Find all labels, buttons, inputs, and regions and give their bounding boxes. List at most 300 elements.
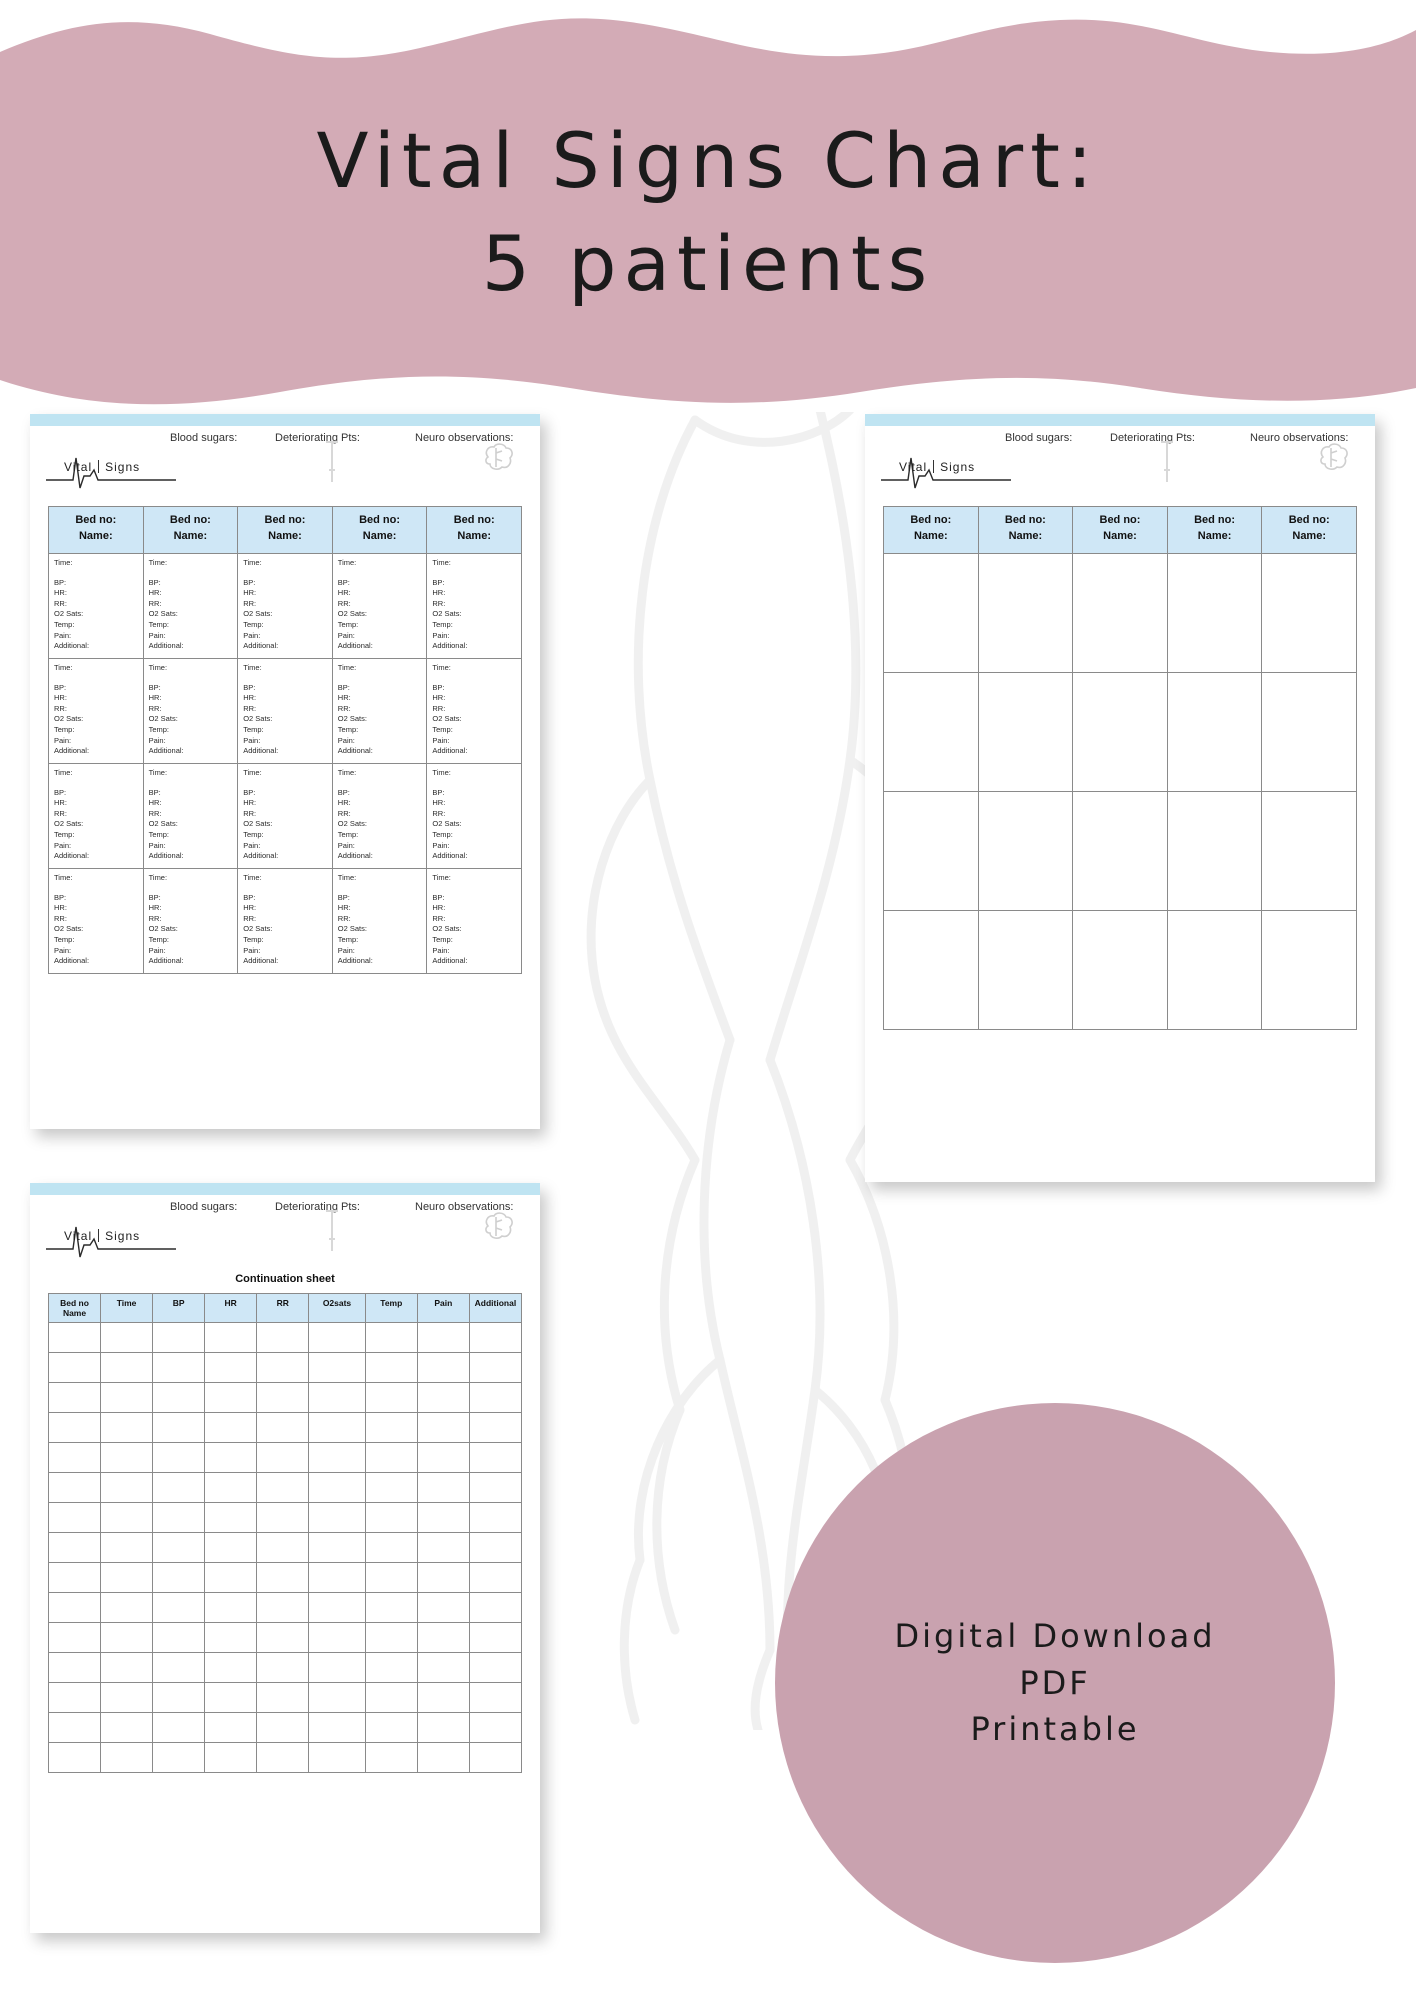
field-hr[interactable]: HR:	[148, 693, 162, 703]
field-bp[interactable]: BP:	[337, 577, 350, 587]
observation-cell[interactable]	[427, 763, 522, 868]
col-header-pain[interactable]: Pain	[417, 1294, 469, 1323]
continuation-cell[interactable]	[469, 1383, 521, 1413]
continuation-cell[interactable]	[49, 1533, 101, 1563]
continuation-cell[interactable]	[417, 1503, 469, 1533]
continuation-cell[interactable]	[417, 1593, 469, 1623]
field-rr[interactable]: RR:	[432, 913, 446, 923]
col-header-time[interactable]: Time	[101, 1294, 153, 1323]
field-bp[interactable]: BP:	[54, 892, 67, 902]
continuation-table[interactable]	[48, 1293, 522, 1773]
continuation-cell[interactable]	[309, 1653, 366, 1683]
field-hr[interactable]: HR:	[148, 903, 162, 913]
continuation-cell[interactable]	[101, 1713, 153, 1743]
field-o2sats[interactable]: O2 Sats:	[54, 609, 84, 619]
field-additional[interactable]: Additional:	[54, 746, 90, 756]
field-bp[interactable]: BP:	[432, 892, 445, 902]
field-hr[interactable]: HR:	[148, 798, 162, 808]
continuation-cell[interactable]	[205, 1353, 257, 1383]
continuation-cell[interactable]	[153, 1443, 205, 1473]
continuation-cell[interactable]	[309, 1323, 366, 1353]
continuation-cell[interactable]	[365, 1323, 417, 1353]
field-bp[interactable]: BP:	[54, 577, 67, 587]
continuation-cell[interactable]	[101, 1623, 153, 1653]
field-rr[interactable]: RR:	[337, 808, 351, 818]
continuation-cell[interactable]	[365, 1443, 417, 1473]
continuation-cell[interactable]	[49, 1443, 101, 1473]
field-o2sats[interactable]: O2 Sats:	[243, 609, 273, 619]
blank-observation-cell[interactable]	[1262, 791, 1357, 910]
col-header-bed-name[interactable]	[49, 1294, 101, 1323]
field-hr[interactable]: HR:	[432, 903, 446, 913]
field-o2sats[interactable]: O2 Sats:	[432, 924, 462, 934]
field-pain[interactable]: Pain:	[337, 735, 355, 745]
continuation-cell[interactable]	[257, 1503, 309, 1533]
continuation-cell[interactable]	[101, 1593, 153, 1623]
field-additional[interactable]: Additional:	[148, 641, 184, 651]
field-temp[interactable]: Temp:	[148, 935, 170, 945]
continuation-cell[interactable]	[205, 1623, 257, 1653]
col-header-o2sats[interactable]: O2sats	[309, 1294, 366, 1323]
field-hr[interactable]: HR:	[337, 798, 351, 808]
field-time[interactable]: Time:	[432, 767, 451, 777]
field-time[interactable]: Time:	[243, 662, 262, 672]
continuation-cell[interactable]	[101, 1353, 153, 1383]
continuation-cell[interactable]	[365, 1473, 417, 1503]
field-hr[interactable]: HR:	[337, 588, 351, 598]
observation-cell[interactable]	[427, 553, 522, 658]
field-rr[interactable]: RR:	[54, 598, 67, 608]
field-additional[interactable]: Additional:	[54, 956, 90, 966]
continuation-cell[interactable]	[469, 1623, 521, 1653]
field-o2sats[interactable]: O2 Sats:	[54, 819, 84, 829]
field-rr[interactable]: RR:	[337, 913, 351, 923]
field-bp[interactable]: BP:	[148, 787, 161, 797]
continuation-cell[interactable]	[153, 1473, 205, 1503]
continuation-cell[interactable]	[417, 1353, 469, 1383]
continuation-cell[interactable]	[365, 1383, 417, 1413]
continuation-cell[interactable]	[309, 1443, 366, 1473]
observation-cell[interactable]	[238, 868, 333, 973]
continuation-cell[interactable]	[309, 1563, 366, 1593]
field-bp[interactable]: BP:	[337, 787, 350, 797]
continuation-cell[interactable]	[101, 1533, 153, 1563]
continuation-cell[interactable]	[469, 1353, 521, 1383]
continuation-cell[interactable]	[365, 1413, 417, 1443]
patient-column-header[interactable]	[143, 507, 238, 554]
field-temp[interactable]: Temp:	[54, 830, 75, 840]
field-time[interactable]: Time:	[337, 872, 357, 882]
field-time[interactable]: Time:	[148, 872, 168, 882]
continuation-cell[interactable]	[205, 1413, 257, 1443]
blank-observation-cell[interactable]	[1073, 791, 1168, 910]
continuation-cell[interactable]	[49, 1653, 101, 1683]
field-pain[interactable]: Pain:	[54, 630, 72, 640]
blank-observation-cell[interactable]	[1167, 672, 1262, 791]
continuation-cell[interactable]	[417, 1533, 469, 1563]
field-rr[interactable]: RR:	[54, 808, 67, 818]
field-additional[interactable]: Additional:	[432, 956, 468, 966]
continuation-cell[interactable]	[49, 1683, 101, 1713]
field-rr[interactable]: RR:	[148, 703, 162, 713]
field-bp[interactable]: BP:	[432, 682, 445, 692]
observation-cell[interactable]	[332, 763, 427, 868]
field-rr[interactable]: RR:	[432, 703, 446, 713]
continuation-cell[interactable]	[153, 1353, 205, 1383]
continuation-cell[interactable]	[257, 1383, 309, 1413]
continuation-cell[interactable]	[205, 1653, 257, 1683]
field-o2sats[interactable]: O2 Sats:	[337, 819, 367, 829]
field-hr[interactable]: HR:	[243, 798, 257, 808]
continuation-cell[interactable]	[309, 1353, 366, 1383]
patient-column-header[interactable]	[978, 507, 1073, 554]
field-hr[interactable]: HR:	[432, 588, 446, 598]
field-time[interactable]: Time:	[432, 662, 451, 672]
patient-column-header[interactable]	[238, 507, 333, 554]
blank-observation-cell[interactable]	[978, 553, 1073, 672]
field-bp[interactable]: BP:	[243, 682, 256, 692]
field-bp[interactable]: BP:	[337, 892, 350, 902]
field-temp[interactable]: Temp:	[432, 725, 453, 735]
field-time[interactable]: Time:	[243, 557, 262, 567]
field-temp[interactable]: Temp:	[243, 725, 264, 735]
continuation-cell[interactable]	[257, 1353, 309, 1383]
continuation-cell[interactable]	[309, 1593, 366, 1623]
continuation-cell[interactable]	[49, 1503, 101, 1533]
continuation-cell[interactable]	[365, 1593, 417, 1623]
field-pain[interactable]: Pain:	[243, 735, 261, 745]
continuation-cell[interactable]	[309, 1533, 366, 1563]
observation-cell[interactable]	[238, 763, 333, 868]
continuation-cell[interactable]	[417, 1653, 469, 1683]
continuation-cell[interactable]	[469, 1473, 521, 1503]
observation-cell[interactable]	[49, 553, 144, 658]
continuation-cell[interactable]	[49, 1593, 101, 1623]
blank-observation-cell[interactable]	[884, 910, 979, 1029]
continuation-cell[interactable]	[309, 1383, 366, 1413]
continuation-cell[interactable]	[257, 1563, 309, 1593]
observation-cell[interactable]	[143, 553, 238, 658]
blank-observation-cell[interactable]	[884, 791, 979, 910]
blank-observation-cell[interactable]	[884, 553, 979, 672]
field-time[interactable]: Time:	[148, 767, 168, 777]
field-additional[interactable]: Additional:	[243, 641, 279, 651]
patient-column-header[interactable]	[427, 507, 522, 554]
field-bp[interactable]: BP:	[148, 892, 161, 902]
field-rr[interactable]: RR:	[148, 808, 162, 818]
continuation-cell[interactable]	[153, 1713, 205, 1743]
continuation-cell[interactable]	[205, 1713, 257, 1743]
col-header-bp[interactable]: BP	[153, 1294, 205, 1323]
field-bp[interactable]: BP:	[243, 577, 256, 587]
continuation-cell[interactable]	[101, 1563, 153, 1593]
observation-cell[interactable]	[332, 868, 427, 973]
blank-observation-cell[interactable]	[1073, 553, 1168, 672]
continuation-cell[interactable]	[257, 1593, 309, 1623]
field-temp[interactable]: Temp:	[337, 935, 359, 945]
continuation-cell[interactable]	[469, 1413, 521, 1443]
field-rr[interactable]: RR:	[148, 913, 162, 923]
continuation-cell[interactable]	[417, 1473, 469, 1503]
blank-observation-cell[interactable]	[978, 791, 1073, 910]
field-time[interactable]: Time:	[243, 872, 262, 882]
blank-observation-cell[interactable]	[1262, 553, 1357, 672]
blank-observation-cell[interactable]	[978, 672, 1073, 791]
field-bp[interactable]: BP:	[432, 577, 445, 587]
field-hr[interactable]: HR:	[432, 693, 446, 703]
continuation-cell[interactable]	[153, 1533, 205, 1563]
continuation-cell[interactable]	[205, 1683, 257, 1713]
continuation-cell[interactable]	[417, 1683, 469, 1713]
field-temp[interactable]: Temp:	[337, 620, 359, 630]
field-pain[interactable]: Pain:	[54, 945, 72, 955]
continuation-cell[interactable]	[49, 1473, 101, 1503]
sheet-continuation[interactable]	[30, 1183, 540, 1933]
observation-cell[interactable]	[427, 868, 522, 973]
continuation-cell[interactable]	[365, 1623, 417, 1653]
field-hr[interactable]: HR:	[432, 798, 446, 808]
continuation-cell[interactable]	[205, 1743, 257, 1773]
continuation-cell[interactable]	[49, 1743, 101, 1773]
continuation-cell[interactable]	[153, 1593, 205, 1623]
continuation-cell[interactable]	[205, 1323, 257, 1353]
field-hr[interactable]: HR:	[148, 588, 162, 598]
field-additional[interactable]: Additional:	[54, 851, 90, 861]
continuation-cell[interactable]	[469, 1503, 521, 1533]
continuation-cell[interactable]	[205, 1503, 257, 1533]
continuation-cell[interactable]	[469, 1713, 521, 1743]
col-header-hr[interactable]: HR	[205, 1294, 257, 1323]
field-rr[interactable]: RR:	[243, 703, 257, 713]
continuation-cell[interactable]	[365, 1533, 417, 1563]
continuation-cell[interactable]	[257, 1473, 309, 1503]
field-rr[interactable]: RR:	[432, 808, 446, 818]
field-o2sats[interactable]: O2 Sats:	[337, 609, 367, 619]
field-rr[interactable]: RR:	[432, 598, 446, 608]
field-temp[interactable]: Temp:	[148, 725, 170, 735]
field-additional[interactable]: Additional:	[337, 746, 373, 756]
field-temp[interactable]: Temp:	[54, 620, 75, 630]
continuation-cell[interactable]	[469, 1653, 521, 1683]
field-o2sats[interactable]: O2 Sats:	[337, 924, 367, 934]
field-rr[interactable]: RR:	[243, 913, 257, 923]
continuation-cell[interactable]	[417, 1443, 469, 1473]
field-bp[interactable]: BP:	[243, 787, 256, 797]
patient-column-header[interactable]	[1167, 507, 1262, 554]
continuation-cell[interactable]	[101, 1443, 153, 1473]
field-temp[interactable]: Temp:	[243, 620, 264, 630]
field-o2sats[interactable]: O2 Sats:	[337, 714, 367, 724]
field-pain[interactable]: Pain:	[337, 945, 355, 955]
field-o2sats[interactable]: O2 Sats:	[243, 924, 273, 934]
field-temp[interactable]: Temp:	[54, 935, 75, 945]
continuation-cell[interactable]	[153, 1743, 205, 1773]
continuation-cell[interactable]	[469, 1593, 521, 1623]
field-bp[interactable]: BP:	[337, 682, 350, 692]
continuation-cell[interactable]	[153, 1623, 205, 1653]
field-hr[interactable]: HR:	[337, 903, 351, 913]
field-bp[interactable]: BP:	[148, 682, 161, 692]
continuation-cell[interactable]	[101, 1383, 153, 1413]
continuation-cell[interactable]	[417, 1413, 469, 1443]
continuation-cell[interactable]	[257, 1413, 309, 1443]
field-pain[interactable]: Pain:	[432, 945, 450, 955]
continuation-cell[interactable]	[309, 1623, 366, 1653]
field-time[interactable]: Time:	[54, 767, 73, 777]
field-additional[interactable]: Additional:	[432, 851, 468, 861]
continuation-cell[interactable]	[257, 1443, 309, 1473]
field-o2sats[interactable]: O2 Sats:	[148, 924, 178, 934]
continuation-cell[interactable]	[417, 1323, 469, 1353]
continuation-cell[interactable]	[153, 1563, 205, 1593]
field-hr[interactable]: HR:	[243, 588, 257, 598]
continuation-cell[interactable]	[417, 1713, 469, 1743]
field-pain[interactable]: Pain:	[337, 840, 355, 850]
field-pain[interactable]: Pain:	[432, 840, 450, 850]
blank-observation-cell[interactable]	[1167, 910, 1262, 1029]
col-header-temp[interactable]: Temp	[365, 1294, 417, 1323]
field-o2sats[interactable]: O2 Sats:	[432, 819, 462, 829]
field-time[interactable]: Time:	[54, 557, 73, 567]
continuation-cell[interactable]	[49, 1623, 101, 1653]
blank-observation-cell[interactable]	[1167, 791, 1262, 910]
blank-observation-cell[interactable]	[978, 910, 1073, 1029]
continuation-cell[interactable]	[101, 1413, 153, 1443]
continuation-cell[interactable]	[205, 1563, 257, 1593]
field-additional[interactable]: Additional:	[243, 746, 279, 756]
continuation-cell[interactable]	[417, 1743, 469, 1773]
field-temp[interactable]: Temp:	[432, 620, 453, 630]
sheet1-vitals-table[interactable]	[48, 506, 522, 974]
continuation-cell[interactable]	[309, 1473, 366, 1503]
field-time[interactable]: Time:	[432, 872, 451, 882]
field-temp[interactable]: Temp:	[243, 830, 264, 840]
field-additional[interactable]: Additional:	[337, 641, 373, 651]
field-temp[interactable]: Temp:	[432, 935, 453, 945]
continuation-cell[interactable]	[49, 1713, 101, 1743]
field-o2sats[interactable]: O2 Sats:	[432, 714, 462, 724]
field-additional[interactable]: Additional:	[148, 746, 184, 756]
observation-cell[interactable]	[49, 763, 144, 868]
continuation-cell[interactable]	[153, 1683, 205, 1713]
field-temp[interactable]: Temp:	[148, 830, 170, 840]
continuation-cell[interactable]	[257, 1623, 309, 1653]
field-temp[interactable]: Temp:	[337, 725, 359, 735]
continuation-cell[interactable]	[309, 1683, 366, 1713]
continuation-cell[interactable]	[101, 1683, 153, 1713]
continuation-cell[interactable]	[469, 1443, 521, 1473]
field-additional[interactable]: Additional:	[148, 956, 184, 966]
continuation-cell[interactable]	[365, 1563, 417, 1593]
field-o2sats[interactable]: O2 Sats:	[54, 924, 84, 934]
field-pain[interactable]: Pain:	[148, 630, 166, 640]
observation-cell[interactable]	[143, 658, 238, 763]
field-time[interactable]: Time:	[54, 662, 73, 672]
continuation-cell[interactable]	[417, 1623, 469, 1653]
field-additional[interactable]: Additional:	[432, 746, 468, 756]
continuation-cell[interactable]	[49, 1323, 101, 1353]
continuation-cell[interactable]	[153, 1383, 205, 1413]
field-time[interactable]: Time:	[337, 662, 357, 672]
field-time[interactable]: Time:	[337, 557, 357, 567]
continuation-cell[interactable]	[365, 1743, 417, 1773]
continuation-cell[interactable]	[365, 1683, 417, 1713]
blank-observation-cell[interactable]	[884, 672, 979, 791]
observation-cell[interactable]	[332, 553, 427, 658]
continuation-cell[interactable]	[49, 1413, 101, 1443]
field-temp[interactable]: Temp:	[54, 725, 75, 735]
blank-observation-cell[interactable]	[1167, 553, 1262, 672]
field-o2sats[interactable]: O2 Sats:	[148, 714, 178, 724]
col-header-rr[interactable]: RR	[257, 1294, 309, 1323]
field-o2sats[interactable]: O2 Sats:	[54, 714, 84, 724]
field-pain[interactable]: Pain:	[54, 840, 72, 850]
continuation-cell[interactable]	[469, 1323, 521, 1353]
continuation-cell[interactable]	[309, 1743, 366, 1773]
continuation-cell[interactable]	[49, 1383, 101, 1413]
field-pain[interactable]: Pain:	[54, 735, 72, 745]
continuation-cell[interactable]	[153, 1503, 205, 1533]
field-pain[interactable]: Pain:	[243, 630, 261, 640]
continuation-cell[interactable]	[257, 1683, 309, 1713]
observation-cell[interactable]	[238, 553, 333, 658]
sheet-vital-signs-blank[interactable]	[865, 414, 1375, 1182]
field-rr[interactable]: RR:	[337, 703, 351, 713]
observation-cell[interactable]	[238, 658, 333, 763]
continuation-cell[interactable]	[153, 1413, 205, 1443]
field-bp[interactable]: BP:	[148, 577, 161, 587]
field-rr[interactable]: RR:	[243, 598, 257, 608]
field-hr[interactable]: HR:	[54, 903, 67, 913]
blank-observation-cell[interactable]	[1073, 672, 1168, 791]
blank-observation-cell[interactable]	[1262, 672, 1357, 791]
field-additional[interactable]: Additional:	[432, 641, 468, 651]
sheet2-vitals-table[interactable]	[883, 506, 1357, 1030]
sheet-vital-signs-filled[interactable]	[30, 414, 540, 1129]
field-temp[interactable]: Temp:	[243, 935, 264, 945]
field-rr[interactable]: RR:	[243, 808, 257, 818]
field-additional[interactable]: Additional:	[54, 641, 90, 651]
field-rr[interactable]: RR:	[54, 703, 67, 713]
field-time[interactable]: Time:	[432, 557, 451, 567]
field-pain[interactable]: Pain:	[148, 735, 166, 745]
field-hr[interactable]: HR:	[243, 903, 257, 913]
continuation-cell[interactable]	[309, 1413, 366, 1443]
field-pain[interactable]: Pain:	[148, 945, 166, 955]
field-temp[interactable]: Temp:	[432, 830, 453, 840]
field-temp[interactable]: Temp:	[148, 620, 170, 630]
field-o2sats[interactable]: O2 Sats:	[432, 609, 462, 619]
blank-observation-cell[interactable]	[1073, 910, 1168, 1029]
field-rr[interactable]: RR:	[54, 913, 67, 923]
observation-cell[interactable]	[143, 763, 238, 868]
field-additional[interactable]: Additional:	[337, 851, 373, 861]
field-time[interactable]: Time:	[148, 557, 168, 567]
continuation-cell[interactable]	[101, 1653, 153, 1683]
continuation-cell[interactable]	[153, 1653, 205, 1683]
continuation-cell[interactable]	[101, 1743, 153, 1773]
patient-column-header[interactable]	[884, 507, 979, 554]
continuation-cell[interactable]	[257, 1323, 309, 1353]
continuation-cell[interactable]	[101, 1503, 153, 1533]
field-o2sats[interactable]: O2 Sats:	[243, 819, 273, 829]
field-hr[interactable]: HR:	[243, 693, 257, 703]
field-time[interactable]: Time:	[148, 662, 168, 672]
observation-cell[interactable]	[49, 868, 144, 973]
continuation-cell[interactable]	[49, 1563, 101, 1593]
field-bp[interactable]: BP:	[54, 787, 67, 797]
field-hr[interactable]: HR:	[54, 588, 67, 598]
